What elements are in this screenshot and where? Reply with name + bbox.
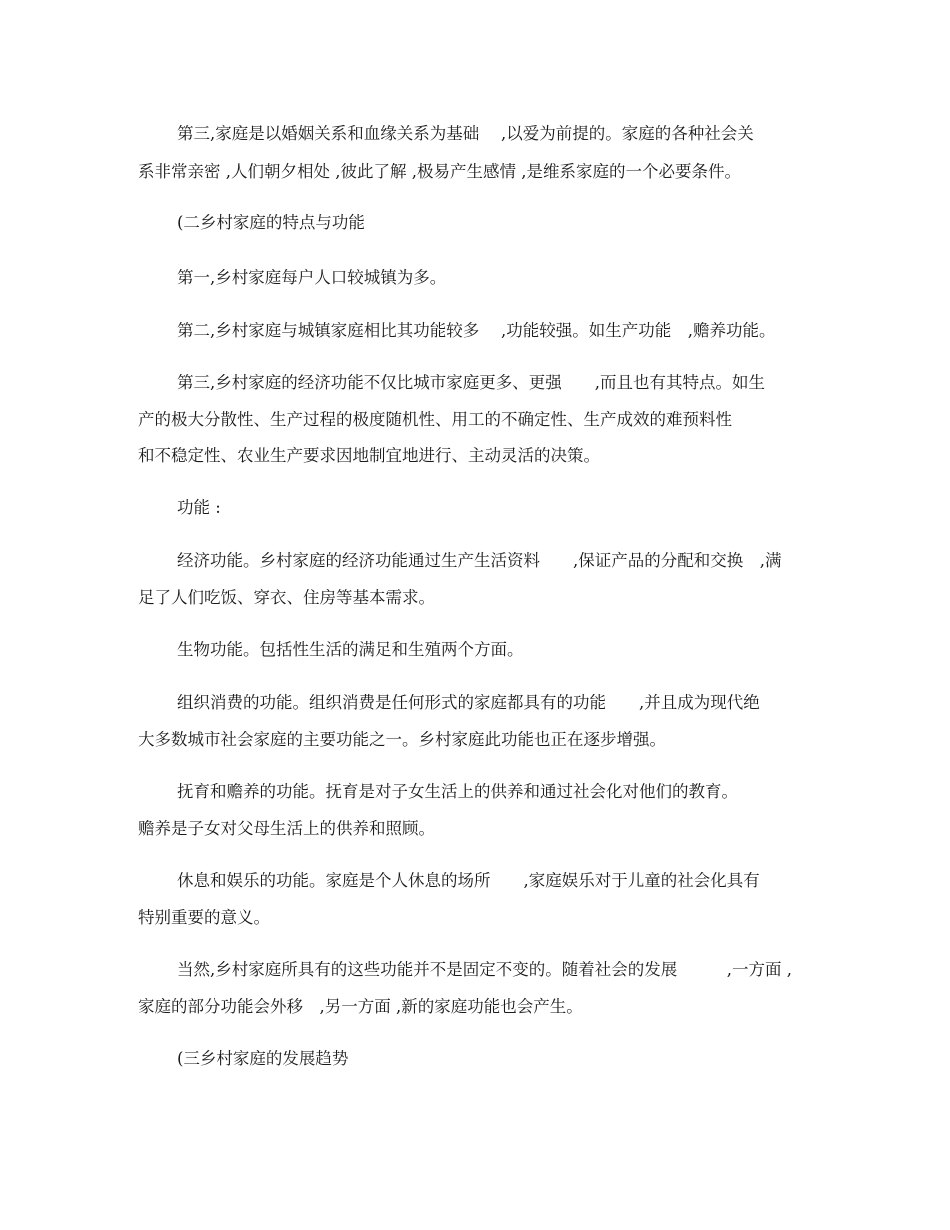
paragraph-line: 第二,乡村家庭与城镇家庭相比其功能较多 ,功能较强。如生产功能 ,赡养功能。 [177,321,776,340]
paragraph-line: 组织消费的功能。组织消费是任何形式的家庭都具有的功能 ,并且成为现代绝 [177,693,760,712]
paragraph-line: 和不稳定性、农业生产要求因地制宜地进行、主动灵活的决策。 [138,446,600,465]
paragraph-line: 第一,乡村家庭每户人口较城镇为多。 [177,268,447,287]
paragraph-line: 第三,乡村家庭的经济功能不仅比城市家庭更多、更强 ,而且也有其特点。如生 [177,373,765,392]
paragraph-line: 产的极大分散性、生产过程的极度随机性、用工的不确定性、生产成效的难预料性 [138,410,732,429]
paragraph-line: 赡养是子女对父母生活上的供养和照顾。 [138,819,435,838]
paragraph-line: 生物功能。包括性生活的满足和生殖两个方面。 [177,640,524,659]
paragraph-line: 功能 : [177,498,221,517]
section-heading: (二乡村家庭的特点与功能 [177,213,365,232]
paragraph-line: 经济功能。乡村家庭的经济功能通过生产生活资料 ,保证产品的分配和交换 ,满 [177,551,782,570]
paragraph-line: 休息和娱乐的功能。家庭是个人休息的场所 ,家庭娱乐对于儿童的社会化具有 [177,871,760,890]
paragraph-line: 特别重要的意义。 [138,908,270,927]
paragraph-line: 家庭的部分功能会外移 ,另一方面 ,新的家庭功能也会产生。 [138,997,583,1016]
paragraph-line: 系非常亲密 ,人们朝夕相处 ,彼此了解 ,极易产生感情 ,是维系家庭的一个必要条件。 [138,162,741,181]
paragraph-line: 第三,家庭是以婚姻关系和血缘关系为基础 ,以爱为前提的。家庭的各种社会关 [177,124,754,143]
paragraph-line: 抚育和赡养的功能。抚育是对子女生活上的供养和通过社会化对他们的教育。 [177,782,738,801]
section-heading: (三乡村家庭的发展趋势 [177,1049,349,1068]
paragraph-line: 当然,乡村家庭所具有的这些功能并不是固定不变的。随着社会的发展 ,一方面 , [177,960,792,979]
paragraph-line: 大多数城市社会家庭的主要功能之一。乡村家庭此功能也正在逐步增强。 [138,730,666,749]
paragraph-line: 足了人们吃饭、穿衣、住房等基本需求。 [138,588,435,607]
